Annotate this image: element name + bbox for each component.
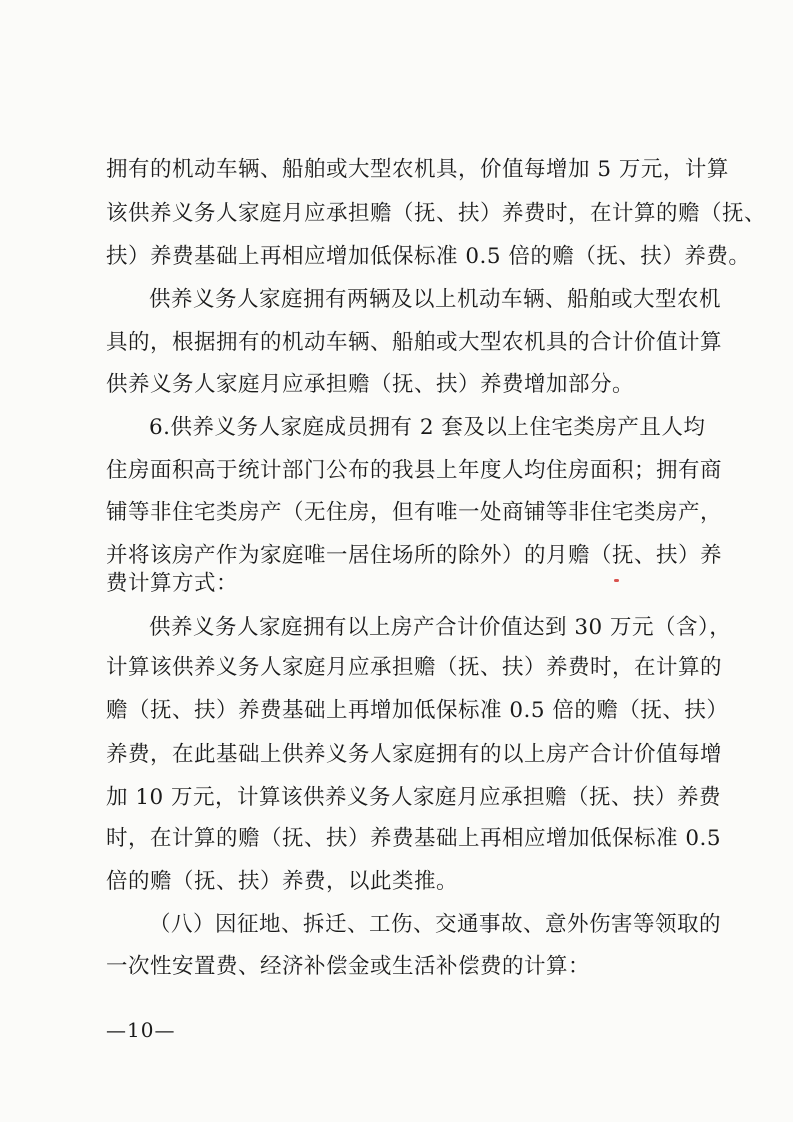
text-line: 加 10 万元，计算该供养义务人家庭月应承担赡（抚、扶）养费 (106, 785, 722, 810)
page-number: —10— (106, 1018, 176, 1042)
text-line: 供养义务人家庭拥有以上房产合计价值达到 30 万元（含）， (149, 615, 732, 640)
text-line: 赡（抚、扶）养费基础上再增加低保标准 0.5 倍的赡（抚、扶） (106, 698, 729, 723)
text-line: 住房面积高于统计部门公布的我县上年度人均住房面积；拥有商 (106, 458, 723, 483)
text-line: 6.供养义务人家庭成员拥有 2 套及以上住宅类房产且人均 (149, 415, 706, 440)
text-line: 养费，在此基础上供养义务人家庭拥有的以上房产合计价值每增 (106, 742, 723, 767)
text-line: 时，在计算的赡（抚、扶）养费基础上再相应增加低保标准 0.5 (106, 826, 722, 851)
text-line: 供养义务人家庭月应承担赡（抚、扶）养费增加部分。 (106, 372, 635, 397)
text-line: 拥有的机动车辆、船舶或大型农机具，价值每增加 5 万元，计算 (106, 157, 729, 182)
text-line: 费计算方式： (106, 571, 239, 596)
text-line: 并将该房产作为家庭唯一居住场所的除外）的月赡（抚、扶）养 (106, 543, 723, 568)
text-line: 一次性安置费、经济补偿金或生活补偿费的计算： (106, 954, 591, 979)
text-line: （八）因征地、拆迁、工伤、交通事故、意外伤害等领取的 (149, 912, 722, 937)
text-line: 该供养义务人家庭月应承担赡（抚、扶）养费时，在计算的赡（抚、 (106, 201, 767, 226)
text-line: 供养义务人家庭拥有两辆及以上机动车辆、船舶或大型农机 (149, 287, 722, 312)
text-line: 具的，根据拥有的机动车辆、船舶或大型农机具的合计价值计算 (106, 330, 723, 355)
text-line: 计算该供养义务人家庭月应承担赡（抚、扶）养费时，在计算的 (106, 655, 723, 680)
text-line: 扶）养费基础上再相应增加低保标准 0.5 倍的赡（抚、扶）养费。 (106, 244, 751, 269)
text-line: 铺等非住宅类房产（无住房，但有唯一处商铺等非住宅类房产， (106, 500, 723, 525)
text-line: 倍的赡（抚、扶）养费，以此类推。 (106, 869, 459, 894)
ink-speck (614, 579, 619, 582)
